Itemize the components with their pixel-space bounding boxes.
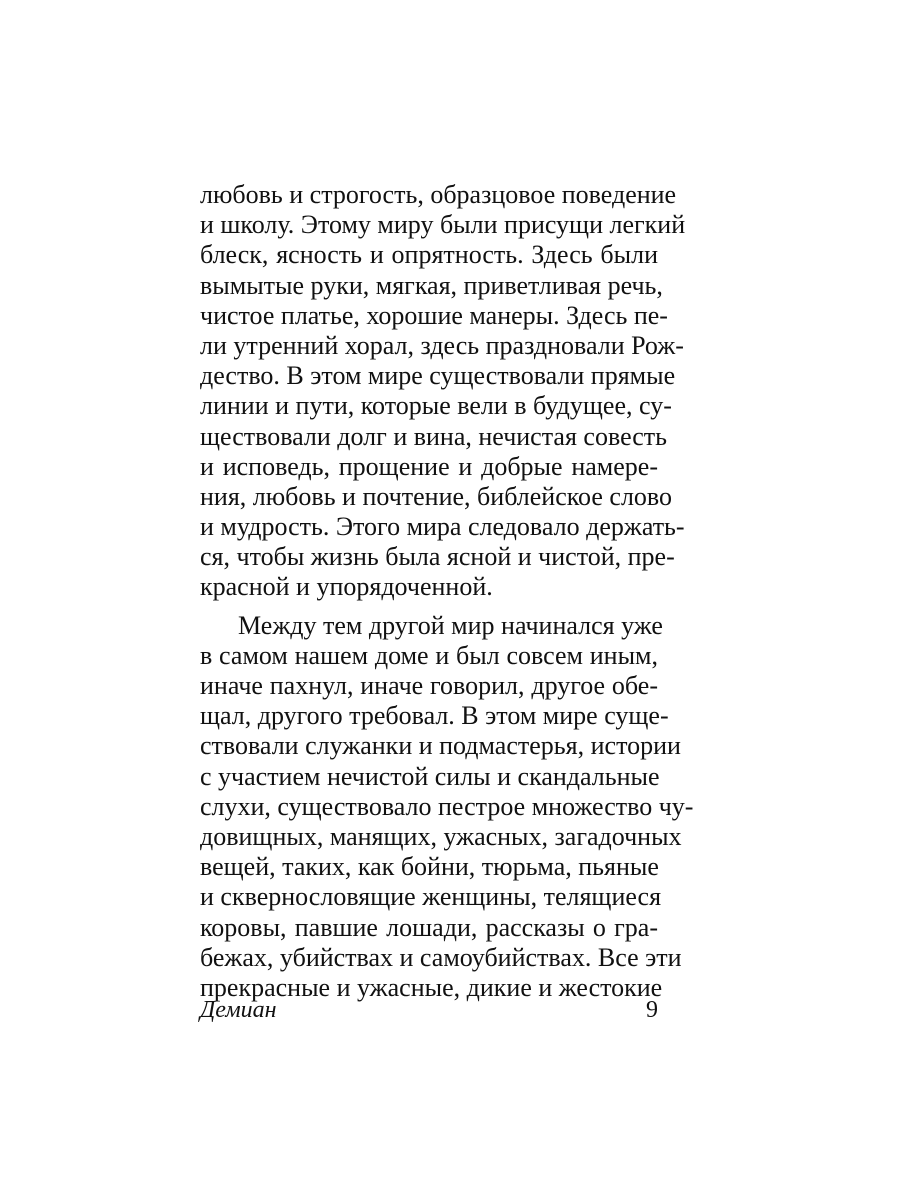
text-line: чистое платье, хорошие манеры. Здесь пе-	[200, 300, 668, 330]
text-line: слухи, существовало пестрое множество чу-	[200, 791, 694, 821]
text-line: вымытые руки, мягкая, приветливая речь,	[200, 270, 663, 300]
text-line: довищных, манящих, ужасных, загадочных	[200, 821, 682, 851]
text-line: ствовали служанки и подмастерья, истории	[200, 731, 681, 761]
paragraph-1	[200, 180, 686, 603]
text-line: дество. В этом мире существовали прямые	[200, 361, 676, 391]
page-number: 9	[646, 997, 658, 1023]
text-line: в самом нашем доме и был совсем иным,	[200, 640, 658, 670]
text-line: любовь и строгость, образцовое поведение	[200, 180, 677, 209]
text-line: ществовали долг и вина, нечистая совесть	[200, 421, 668, 451]
paragraph-2	[200, 610, 694, 1003]
text-line: и исповедь, прощение и добрые намере-	[200, 451, 658, 481]
text-line: и школу. Этому миру были присущи легкий	[200, 210, 686, 240]
text-line: вещей, таких, как бойни, тюрьма, пьяные	[200, 852, 659, 882]
text-line: бежах, убийствах и самоубийствах. Все эти	[200, 942, 682, 972]
paragraph-gap	[200, 603, 658, 611]
text-line: ли утренний хорал, здесь праздновали Рож-	[200, 330, 684, 360]
text-line: щал, другого требовал. В этом мире суще-	[200, 701, 669, 731]
text-line: прекрасные и ужасные, дикие и жестокие	[200, 972, 663, 1002]
text-line: ния, любовь и почтение, библейское слово	[200, 481, 673, 511]
text-line: красной и упорядоченной.	[200, 572, 493, 602]
text-line: и мудрость. Этого мира следовало держать-	[200, 512, 685, 542]
text-line: и сквернословящие женщины, телящиеся	[200, 882, 662, 912]
text-line: линии и пути, которые вели в будущее, су-	[200, 391, 672, 421]
body-text	[200, 180, 694, 1003]
text-line: ся, чтобы жизнь была ясной и чистой, пре-	[200, 542, 675, 572]
text-line: блеск, ясность и опрятность. Здесь были	[200, 240, 658, 270]
text-line: с участием нечистой силы и скандальные	[200, 761, 660, 791]
text-line: иначе пахнул, иначе говорил, другое обе-	[200, 671, 658, 700]
text-line: Между тем другой мир начинался уже	[238, 610, 663, 640]
running-title: Демиан	[200, 997, 277, 1023]
text-line: коровы, павшие лошади, рассказы о гра-	[200, 912, 658, 942]
